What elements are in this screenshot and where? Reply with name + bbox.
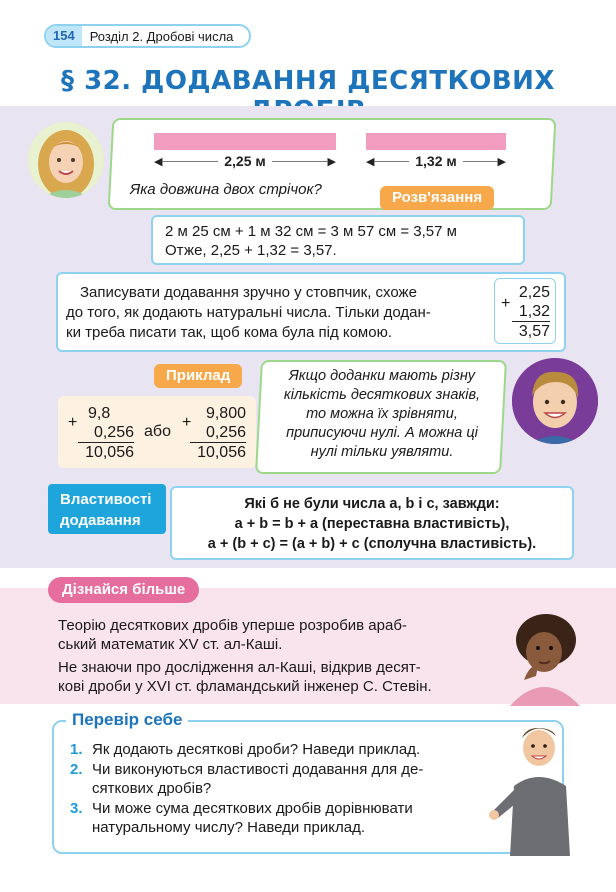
example-left-b: 0,256 [78,423,134,443]
example-right-b: 0,256 [190,423,246,443]
question-2 [70,760,480,798]
question-2-line-1: Чи виконуються властивості додавання для де- [92,761,424,778]
question-1 [70,740,480,759]
thinking-girl-illustration [494,606,594,706]
column-values [512,283,550,341]
rule-line-3: ки треба писати так, щоб кома була під комою. [66,324,393,341]
boy-avatar [512,358,598,444]
solution-tag: Розв'язання [380,186,494,210]
example-left [78,404,134,462]
properties-line-2: a + b = b + a (переставна властивість), [234,516,510,532]
learn-more-line-3: Не знаючи про дослідження ал-Каші, відкрив десят- [58,659,421,676]
boy-line-4: приписуючи нулі. А можна ці [286,425,478,441]
question-2-line-2: сяткових дробів? [92,780,212,797]
arrow-left-icon: ◀ [366,155,375,168]
boy-bubble-text [264,367,500,462]
properties-line-3: a + (b + c) = (a + b) + c (сполучна властивість). [207,536,537,552]
page-header [44,24,251,48]
properties-box [170,486,574,560]
learn-more-line-1: Теорію десяткових дробів уперше розробив араб- [58,617,407,634]
column-sum: 3,57 [518,323,550,340]
example-left-a: 9,8 [88,405,111,422]
learn-more-line-4: кові дроби у XVI ст. фламандський інженер С. Стевін. [58,678,432,695]
example-left-sum: 10,056 [85,444,134,461]
rule-line-1: Записувати додавання зручно у стовпчик, схоже [80,284,417,301]
rule-text [66,283,486,343]
check-yourself-title: Перевір себе [66,710,188,730]
ribbon-1-measure [154,153,336,169]
boy-line-1: Якщо доданки мають різну [288,368,476,384]
question-3-line-2: натуральному числу? Наведи приклад. [92,819,366,836]
learn-more-tag: Дізнайся більше [48,577,199,603]
example-right [190,404,246,462]
question-3 [70,799,480,837]
arrow-right-icon: ▶ [497,155,506,168]
example-tag: Приклад [154,364,242,388]
example-or: або [144,423,171,440]
column-b: 1,32 [512,302,550,322]
solution-box [151,215,525,265]
measure-2: 1,32 м [415,153,457,169]
solution-line-1: 2 м 25 см + 1 м 32 см = 3 м 57 см = 3,57 м [165,223,457,240]
question-1-text: Як додають десяткові дроби? Наведи приклад. [92,741,421,758]
example-left-plus: + [68,414,78,431]
learn-more-line-2: ський математик XV ст. ал-Каші. [58,636,283,653]
question-1-num: 1. [70,741,83,758]
question-3-line-1: Чи може сума десяткових дробів дорівнювати [92,800,413,817]
example-right-plus: + [182,414,192,431]
boy-line-5: нулі тільки уявляти. [310,444,454,460]
rule-line-2: до того, як додають натуральні числа. Тільки додан- [66,304,431,321]
column-plus: + [501,295,511,312]
learn-more-text [58,616,498,696]
section-title: Розділ 2. Дробові числа [89,28,234,44]
girl-avatar [28,122,104,198]
page-number: 154 [46,26,82,46]
boy-line-2: кількість десяткових знаків, [283,387,481,403]
ribbon-2 [366,133,506,150]
properties-label-1: Властивості [60,491,152,508]
arrow-left-icon: ◀ [154,155,163,168]
properties-label [48,484,166,534]
measure-1: 2,25 м [224,153,266,169]
question-2-num: 2. [70,761,83,778]
example-right-a: 9,800 [205,405,246,422]
page-title: § 32. ДОДАВАННЯ ДЕСЯТКОВИХ [61,66,555,96]
check-yourself-list [70,740,480,838]
ribbon-2-measure [366,153,506,169]
question-text: Яка довжина двох стрічок? [130,181,322,198]
column-a: 2,25 [518,284,550,301]
ribbon-1 [154,133,336,150]
boy-line-3: то можна їх зрівняти, [306,406,458,422]
pointing-boy-illustration [488,716,588,856]
example-right-sum: 10,056 [197,444,246,461]
properties-line-1: Які б не були числа a, b і c, завжди: [244,496,500,512]
properties-label-2: додавання [60,512,141,529]
question-3-num: 3. [70,800,83,817]
arrow-right-icon: ▶ [327,155,336,168]
solution-line-2: Отже, 2,25 + 1,32 = 3,57. [165,242,337,259]
